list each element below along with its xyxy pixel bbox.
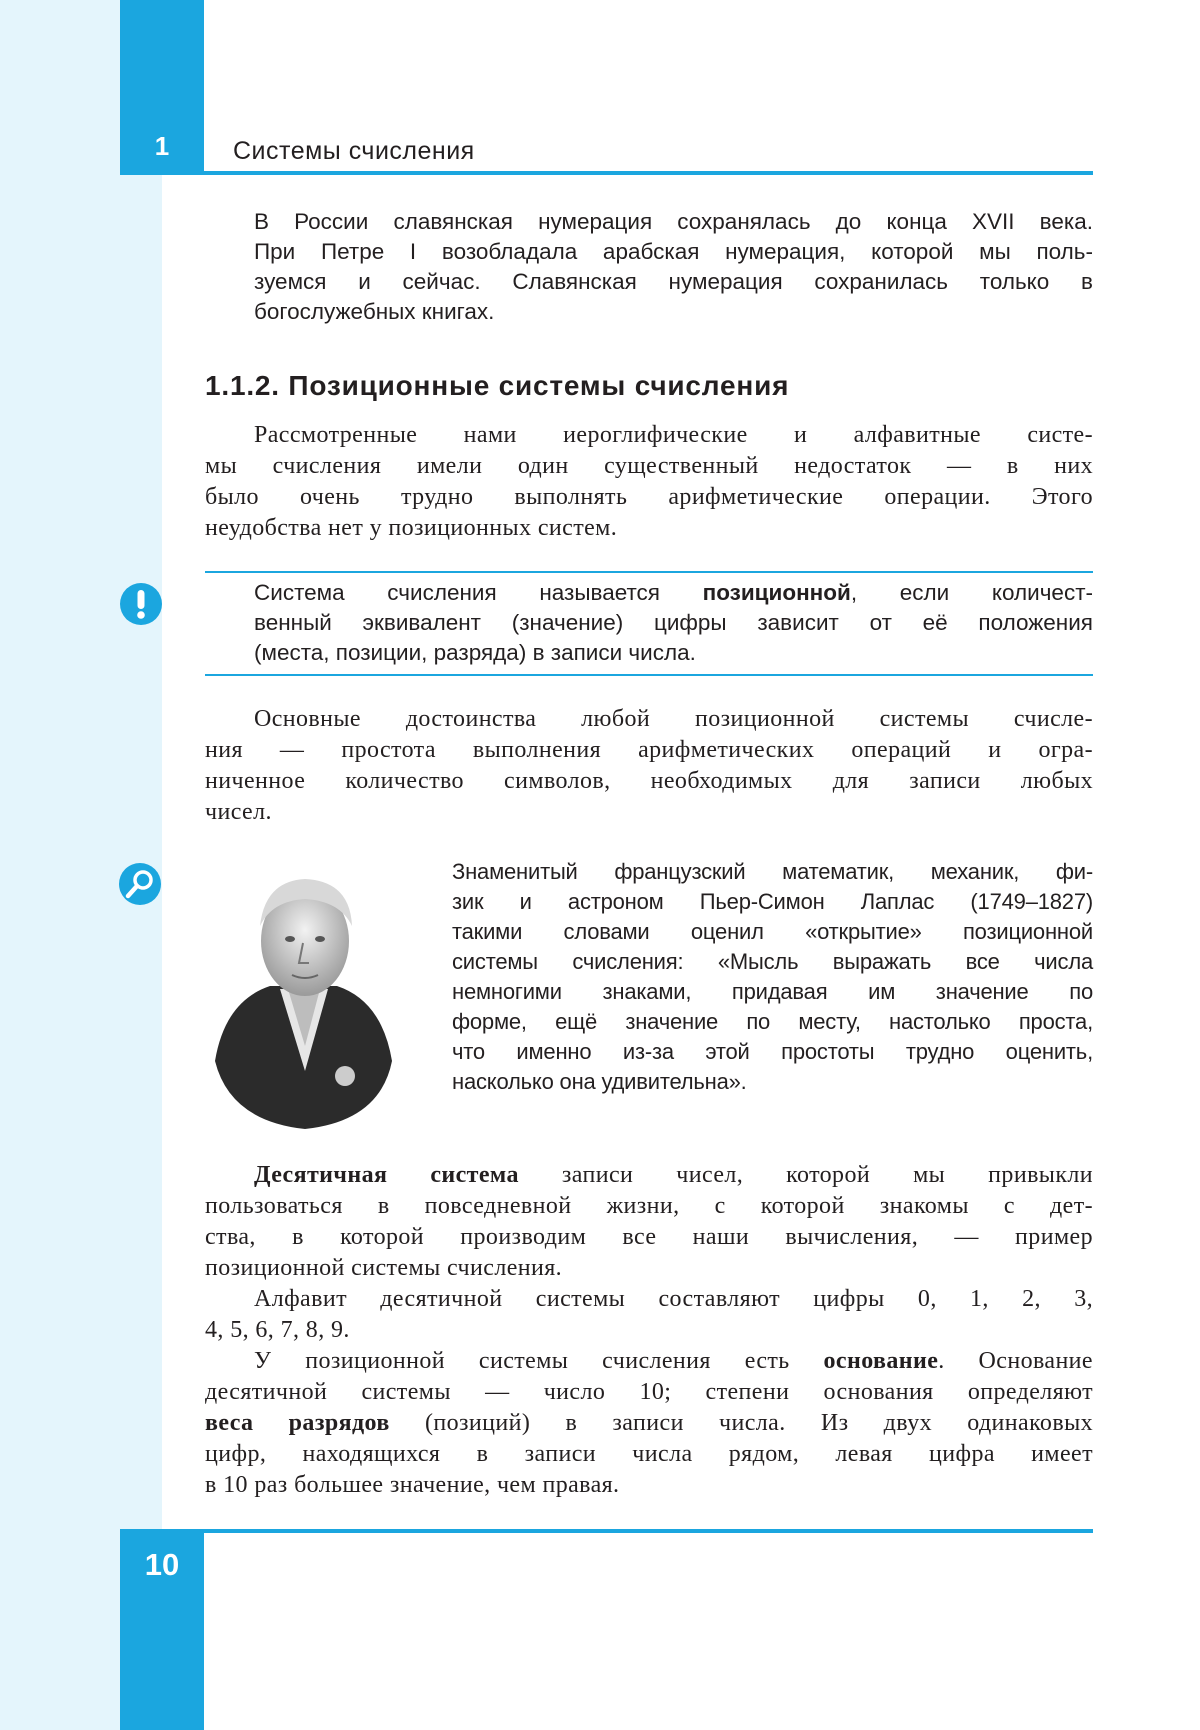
paragraph-advantages (205, 704, 1093, 828)
text-segment: зик и астроном Пьер-Симон Лаплас (1749–1827) (452, 889, 1093, 914)
paragraph-decimal-system (205, 1160, 1093, 1284)
paragraph-alphabet (205, 1284, 1093, 1346)
text-line (205, 1439, 1093, 1470)
text-line (205, 1284, 1093, 1315)
text-line (452, 1007, 1093, 1037)
text-line (205, 704, 1093, 735)
text-segment: богослужебных книгах. (254, 299, 495, 324)
paragraph-base (205, 1346, 1093, 1501)
text-segment: (места, позиции, разряда) в записи числа. (254, 640, 696, 665)
definition-bottom-rule (205, 674, 1093, 676)
chapter-title: Системы счисления (233, 137, 475, 165)
text-line (205, 1408, 1093, 1439)
laplace-quote (452, 857, 1093, 1097)
text-segment: , если количест- (850, 580, 1093, 605)
text-line (452, 1037, 1093, 1067)
text-line (452, 1067, 1093, 1097)
text-segment: Знаменитый французский математик, механик, фи- (452, 859, 1093, 884)
chapter-number: 1 (154, 131, 170, 161)
text-line (254, 638, 1093, 668)
text-line (452, 977, 1093, 1007)
text-segment: Рассмотренные нами иероглифические и алфавитные систе- (254, 422, 1093, 448)
bold-term: веса разрядов (205, 1410, 390, 1436)
text-segment: такими словами оценил «открытие» позиционной (452, 919, 1093, 944)
laplace-portrait (210, 871, 397, 1131)
bold-term: Десятичная система (254, 1162, 519, 1188)
text-line (205, 1315, 1093, 1346)
footer-rule (120, 1529, 1093, 1533)
text-line (205, 513, 1093, 544)
text-segment: было очень трудно выполнять арифметические операции. Этого (205, 484, 1093, 510)
text-line (254, 237, 1093, 267)
text-line (254, 207, 1093, 237)
text-segment: цифр, находящихся в записи числа рядом, левая цифра имеет (205, 1441, 1093, 1467)
text-line (254, 608, 1093, 638)
text-line (205, 1191, 1093, 1222)
text-line (452, 857, 1093, 887)
text-line (205, 1346, 1093, 1377)
text-segment: в 10 раз большее значение, чем правая. (205, 1472, 620, 1498)
text-segment: форме, ещё значение по месту, настолько проста, (452, 1009, 1093, 1034)
bold-term: позиционной (702, 580, 851, 605)
exclamation-icon (120, 583, 162, 625)
definition-top-rule (205, 571, 1093, 573)
text-segment: пользоваться в повседневной жизни, с которой знакомы с дет- (205, 1193, 1093, 1219)
paragraph-drawbacks (205, 420, 1093, 544)
page-number: 10 (144, 1547, 180, 1582)
text-line (205, 735, 1093, 766)
text-line (205, 1253, 1093, 1284)
text-segment: При Петре I возобладала арабская нумерация, которой мы поль- (254, 239, 1093, 264)
text-segment: насколько она удивительна». (452, 1069, 747, 1094)
text-line (452, 947, 1093, 977)
text-line (452, 887, 1093, 917)
text-segment: системы счисления: «Мысль выражать все числа (452, 949, 1093, 974)
text-line (205, 1470, 1093, 1501)
text-line (254, 578, 1093, 608)
text-segment: В России славянская нумерация сохранялась до конца XVII века. (254, 209, 1093, 234)
section-heading: 1.1.2. Позиционные системы счисления (205, 370, 790, 401)
text-line (205, 797, 1093, 828)
text-segment: венный эквивалент (значение) цифры зависит от её положения (254, 610, 1093, 635)
text-segment: Система счисления называется (254, 580, 703, 605)
text-segment: немногими знаками, придавая им значение по (452, 979, 1093, 1004)
text-line (205, 766, 1093, 797)
text-segment: чисел. (205, 799, 272, 825)
definition-box (254, 578, 1093, 668)
text-segment: зуемся и сейчас. Славянская нумерация сохранилась только в (254, 269, 1093, 294)
text-segment: ства, в которой производим все наши вычисления, — пример (205, 1224, 1093, 1250)
text-segment: позиционной системы счисления. (205, 1255, 563, 1281)
text-segment: . Основание (938, 1348, 1093, 1374)
magnifier-icon (119, 863, 161, 905)
text-line (205, 1377, 1093, 1408)
header-rule (120, 171, 1093, 175)
intro-paragraph (254, 207, 1093, 327)
text-line (205, 1160, 1093, 1191)
text-line (205, 482, 1093, 513)
text-segment: записи чисел, которой мы привыкли (518, 1162, 1094, 1188)
text-line (205, 451, 1093, 482)
text-segment: десятичной системы — число 10; степени основания определяют (205, 1379, 1093, 1405)
text-segment: (позиций) в записи числа. Из двух одинаковых (389, 1410, 1093, 1436)
text-segment: мы счисления имели один существенный недостаток — в них (205, 453, 1093, 479)
text-line (205, 420, 1093, 451)
text-line (254, 267, 1093, 297)
bold-term: основание (823, 1348, 939, 1374)
text-segment: что именно из-за этой простоты трудно оценить, (452, 1039, 1093, 1064)
text-segment: неудобства нет у позиционных систем. (205, 515, 618, 541)
text-segment: Алфавит десятичной системы составляют цифры 0, 1, 2, 3, (254, 1286, 1093, 1312)
text-segment: ниченное количество символов, необходимых для записи любых (205, 768, 1093, 794)
text-segment: 4, 5, 6, 7, 8, 9. (205, 1317, 350, 1343)
text-line (254, 297, 1093, 327)
text-segment: Основные достоинства любой позиционной системы счисле- (254, 706, 1093, 732)
text-segment: ния — простота выполнения арифметических операций и огра- (205, 737, 1093, 763)
text-segment: У позиционной системы счисления есть (254, 1348, 824, 1374)
text-line (205, 1222, 1093, 1253)
text-line (452, 917, 1093, 947)
